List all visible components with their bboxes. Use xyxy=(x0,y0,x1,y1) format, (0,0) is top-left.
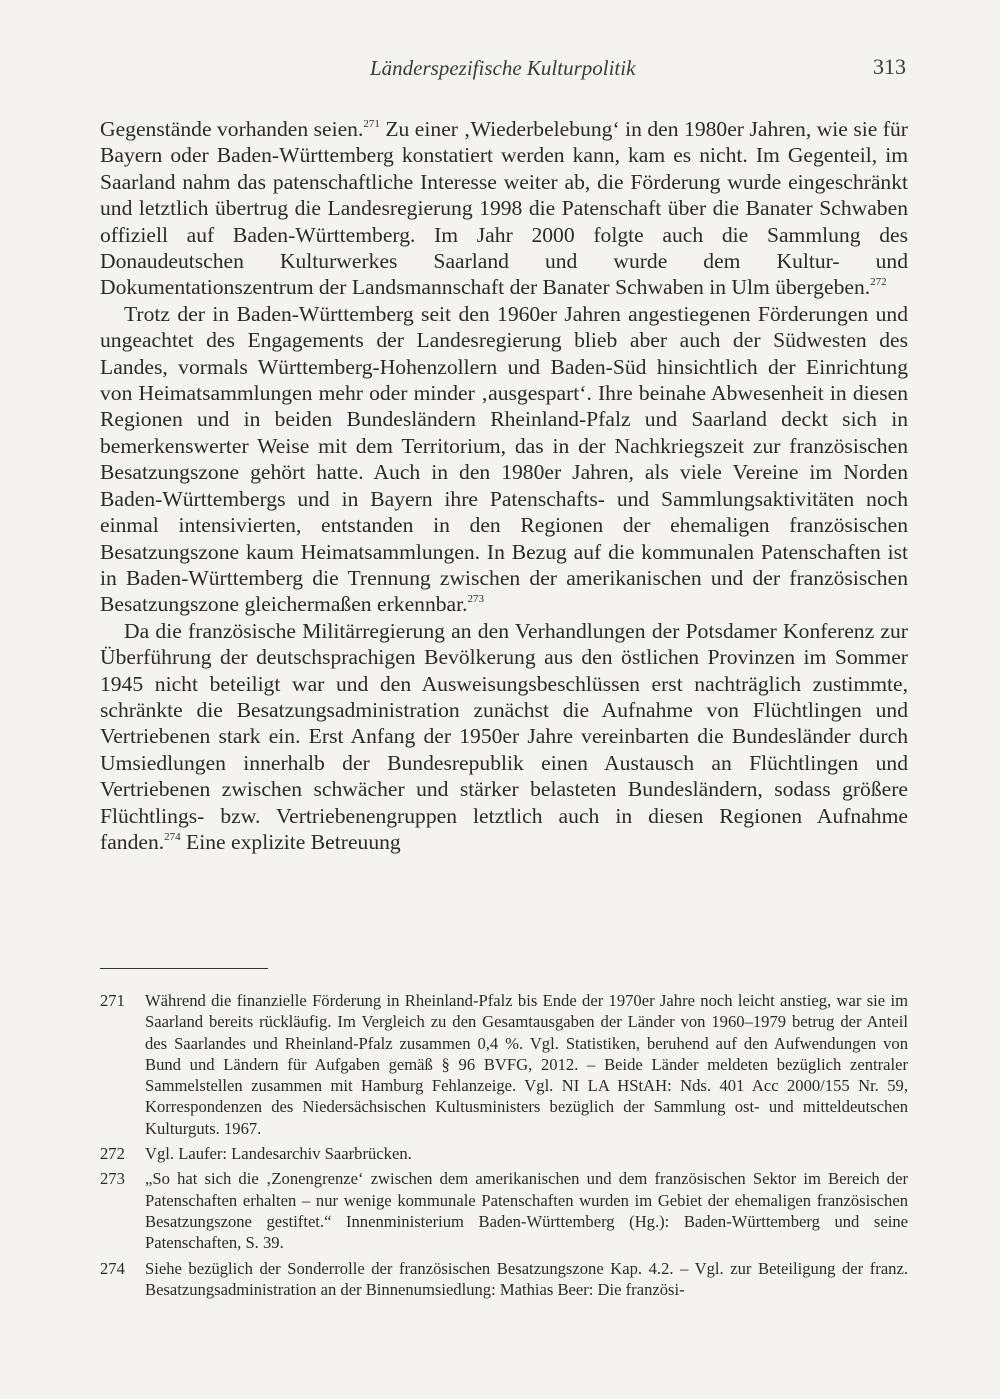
footnote-number: 271 xyxy=(100,991,125,1010)
paragraph-2 xyxy=(100,301,908,618)
footnote-text: Siehe bezüglich der Sonderrolle der französischen Besatzungszone Kap. 4.2. – Vgl. zur Beteiligung der franz. Besatzungsadministration an der Binnenumsiedlung: Mathias Beer: Die französi- xyxy=(145,1258,908,1299)
footnote-text: Während die finanzielle Förderung in Rheinland-Pfalz bis Ende der 1970er Jahre noch leicht anstieg, war sie im Saarland bereits rückläufig. Im Vergleich zu den Gesamtausgaben der Länder von 1960–1979 betrug der Anteil des Saarlandes und Rheinland-Pfalz zusammen 0,4 %. Vgl. Statistiken, beruhend auf den Aufwendungen von Bund und Ländern für Aufgaben gemäß § 96 BVFG, 2012. – Beide Länder meldeten bezüglich zentraler Sammelstellen zusammen mit Hamburg Fehlanzeige. Vgl. NI LA HStAH: Nds. 401 Acc 2000/155 Nr. 59, Korrespondenzen des Niedersächsischen Kultusministers bezüglich der Sammlung ost- und mitteldeutschen Kulturguts. 1967. xyxy=(145,991,908,1138)
paragraph-3-text-a: Da die französische Militärregierung an den Verhandlungen der Potsdamer Konferenz zur Überführung der deutschsprachigen Bevölkerung aus den östlichen Provinzen im Sommer 1945 nicht beteiligt war und den Ausweisungsbeschlüssen erst nachträglich zustimmte, schränkte die Besatzungsadministration zunächst die Aufnahme von Flüchtlingen und Vertriebenen stark ein. Erst Anfang der 1950er Jahre vereinbarten die Bundesländer durch Umsiedlungen innerhalb der Bundesrepublik einen Austausch an Flüchtlingen und Vertriebenen zwischen schwächer und stärker belasteten Bundesländern, sodass größere Flüchtlings- bzw. Vertriebenengruppen letztlich auch in diesen Regionen Aufnahme fanden. xyxy=(100,618,908,854)
paragraph-3-text-b: Eine explizite Betreuung xyxy=(180,829,401,854)
footnote-divider xyxy=(100,968,268,969)
footnote-ref-273[interactable]: 273 xyxy=(467,593,485,606)
running-head: Länderspezifische Kulturpolitik xyxy=(370,56,636,80)
footnote-272 xyxy=(100,1143,908,1164)
paragraph-1-text-b: Zu einer ‚Wiederbelebung‘ in den 1980er Jahren, wie sie für Bayern oder Baden-Württemberg konstatiert werden kann, kam es nicht. Im Gegenteil, im Saarland nahm das patenschaftliche Interesse weiter ab, die Förderung wurde eingeschränkt und letztlich übertrug die Landesregierung 1998 die Patenschaft über die Banater Schwaben offiziell auf Baden-Württemberg. Im Jahr 2000 folgte auch die Sammlung des Donaudeutschen Kulturwerkes Saarland und wurde dem Kultur- und Dokumentationszentrum der Landsmannschaft der Banater Schwaben in Ulm übergeben. xyxy=(100,117,908,300)
footnote-274 xyxy=(100,1258,908,1301)
footnote-text: „So hat sich die ‚Zonengrenze‘ zwischen dem amerikanischen und dem französischen Sektor im Bereich der Patenschaften erhalten – nur wenige kommunale Patenschaften wurden im Gebiet der ehemaligen französischen Besatzungszone gestiftet.“ Innenministerium Baden-Württemberg (Hg.): Baden-Württemberg und seine Patenschaften, S. 39. xyxy=(145,1169,908,1253)
page-header xyxy=(100,56,908,88)
footnote-number: 274 xyxy=(100,1258,125,1278)
paragraph-2-text-a: Trotz der in Baden-Württemberg seit den 1960er Jahren angestiegenen Förderungen und ungeachtet des Engagements der Landesregierung blieb aber auch der Südwesten des Landes, vormals Württemberg-Hohenzollern und Baden-Süd hinsichtlich der Einrichtung von Heimatsammlungen mehr oder minder ‚ausgespart‘. Ihre beinahe Abwesenheit in diesen Regionen und in beiden Bundesländern Rheinland-Pfalz und Saarland deckt sich in bemerkenswerter Weise mit dem Territorium, das in der Nachkriegszeit zur französischen Besatzungszone gehört hatte. Auch in den 1980er Jahren, als viele Vereine im Norden Baden-Württembergs und in Bayern ihre Patenschafts- und Sammlungsaktivitäten noch einmal intensivierten, entstanden in den Regionen der ehemaligen französischen Besatzungszone kaum Heimatsammlungen. In Bezug auf die kommunalen Patenschaften ist in Baden-Württemberg die Trennung zwischen der amerikanischen und der französischen Besatzungszone gleichermaßen erkennbar. xyxy=(100,301,908,617)
footnote-number: 272 xyxy=(100,1144,125,1164)
page-number: 313 xyxy=(873,54,906,79)
footnote-ref-272[interactable]: 272 xyxy=(870,276,887,289)
footnote-text: Vgl. Laufer: Landesarchiv Saarbrücken. xyxy=(145,1144,412,1164)
footnotes xyxy=(100,990,908,1304)
paragraph-1-text-a: Gegenstände vorhanden seien. xyxy=(100,117,364,141)
footnote-ref-271[interactable]: 271 xyxy=(363,118,380,130)
footnote-271 xyxy=(100,990,908,1139)
body-text xyxy=(100,116,908,855)
paragraph-1 xyxy=(100,116,908,301)
paragraph-3 xyxy=(100,618,908,856)
footnote-273 xyxy=(100,1168,908,1253)
footnote-number: 273 xyxy=(100,1169,125,1189)
footnote-ref-274[interactable]: 274 xyxy=(164,830,181,843)
